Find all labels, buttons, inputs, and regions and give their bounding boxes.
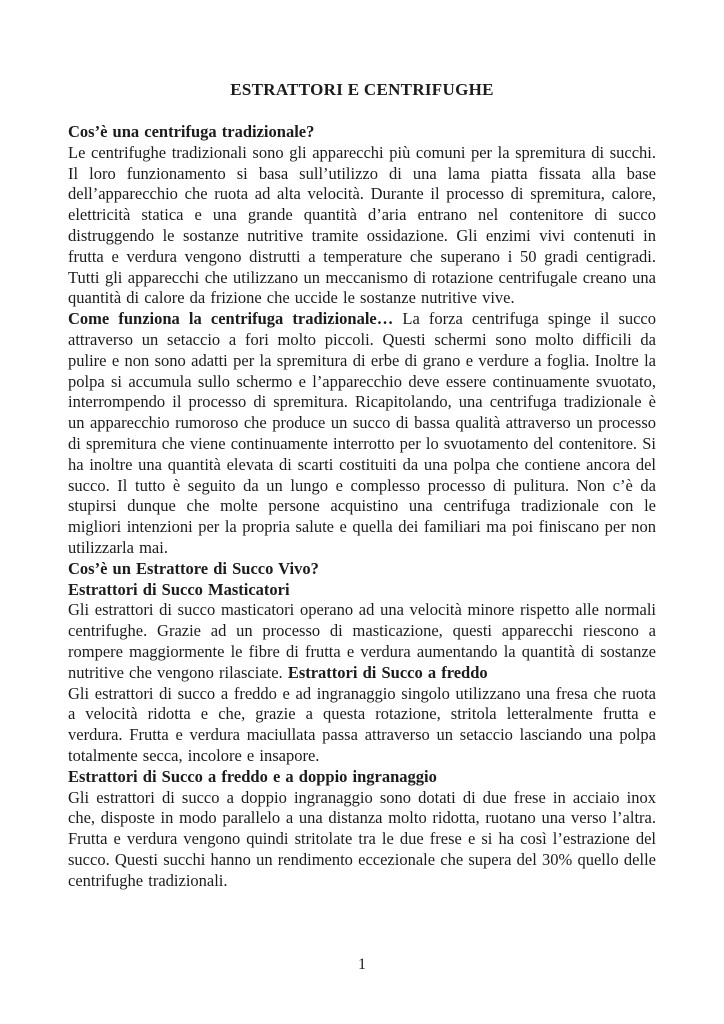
body-text: Le centrifughe tradizionali sono gli apparecchi più comuni per la spremitura di succhi. Il loro funzionamento si basa sull’utilizzo di una lama piatta fissata alla base dell’apparecchio che ruota ad alta velocità. Durante il processo di spremitura, calore, elettricità statica e una grande quantità d’aria entrano nel contenitore di succo distruggendo le sostanze nutritive tramite ossidazione. Gli enzimi vivi contenuti in frutta e verdura vengono distrutti a temperature che superano i 50 gradi centigradi. Tutti gli apparecchi che utilizzano un meccanismo di rotazione centrifugale creano una quantità di calore da frizione che uccide le sostanze nutritive vive. [68,142,656,308]
section-heading [68,122,656,143]
page-number: 1 [358,956,366,973]
heading-text: Cos’è una centrifuga tradizionale? [68,122,315,141]
body-text: La forza centrifuga spinge il succo attraverso un setaccio a fori molto piccoli. Questi schermi sono molto difficili da pulire e non sono adatti per la spremitura di erbe di grano e verdure a foglia. Inoltre la polpa si accumula sullo schermo e l’apparecchio deve essere continuamente svuotato, interrompendo il processo di spremitura. Ricapitolando, una centrifuga tradizionale è un apparecchio rumoroso che produce un succo di bassa qualità attraverso un processo di spremitura che viene continuamente interrotto per lo svuotamento del contenitore. Si ha inoltre una quantità elevata di scarti costituiti da una polpa che contiene ancora del succo. Il tutto è seguito da un lungo e complesso processo di pulitura. Non c’è da stupirsi dunque che molte persone acquistino una centrifuga tradizionale con le migliori intenzioni per la propria salute e quella dei familiari ma poi finiscano per non utilizzarla mai. [68,309,657,557]
paragraph [68,600,656,683]
inline-heading-text: Come funziona la centrifuga tradizionale… [68,309,403,329]
page-footer [0,956,724,974]
heading-text: Estrattori di Succo a freddo e a doppio ingranaggio [68,766,437,786]
body-text: Gli estrattori di succo masticatori operano ad una velocità minore rispetto alle normali centrifughe. Grazie ad un processo di masticazione, questi apparecchi riescono a rompere maggiormente le fibre di frutta e verdura aumentando la quantità di sostanze nutritive che vengono rilasciate. [68,600,656,682]
inline-heading-text: Estrattori di Succo a freddo [287,662,488,682]
section-heading [68,580,656,601]
paragraph [68,143,656,309]
document-body [68,122,656,891]
document-title: ESTRATTORI E CENTRIFUGHE [230,80,494,99]
section-heading [68,767,656,788]
heading-text: Estrattori di Succo Masticatori [68,579,290,599]
body-text: Gli estrattori di succo a freddo e ad ingranaggio singolo utilizzano una fresa che ruota a velocità ridotta e che, grazie a questa rotazione, stritola letteralmente frutta e verdura. Frutta e verdura maciullata passa attraverso un setaccio lasciando una polpa totalmente secca, incolore e insapore. [68,683,656,765]
section-heading [68,559,656,580]
paragraph [68,309,656,559]
paragraph [68,684,656,767]
heading-text: Cos’è un Estrattore di Succo Vivo? [68,558,319,578]
body-text: Gli estrattori di succo a doppio ingranaggio sono dotati di due frese in acciaio inox che, disposte in modo parallelo a una distanza molto ridotta, ruotano una verso l’altra. Frutta e verdura vengono quindi stritolate tra le due frese e si ha così l’estrazione del succo. Questi succhi hanno un rendimento eccezionale che supera del 30% quello delle centrifughe tradizionali. [68,787,656,890]
paragraph [68,788,656,892]
